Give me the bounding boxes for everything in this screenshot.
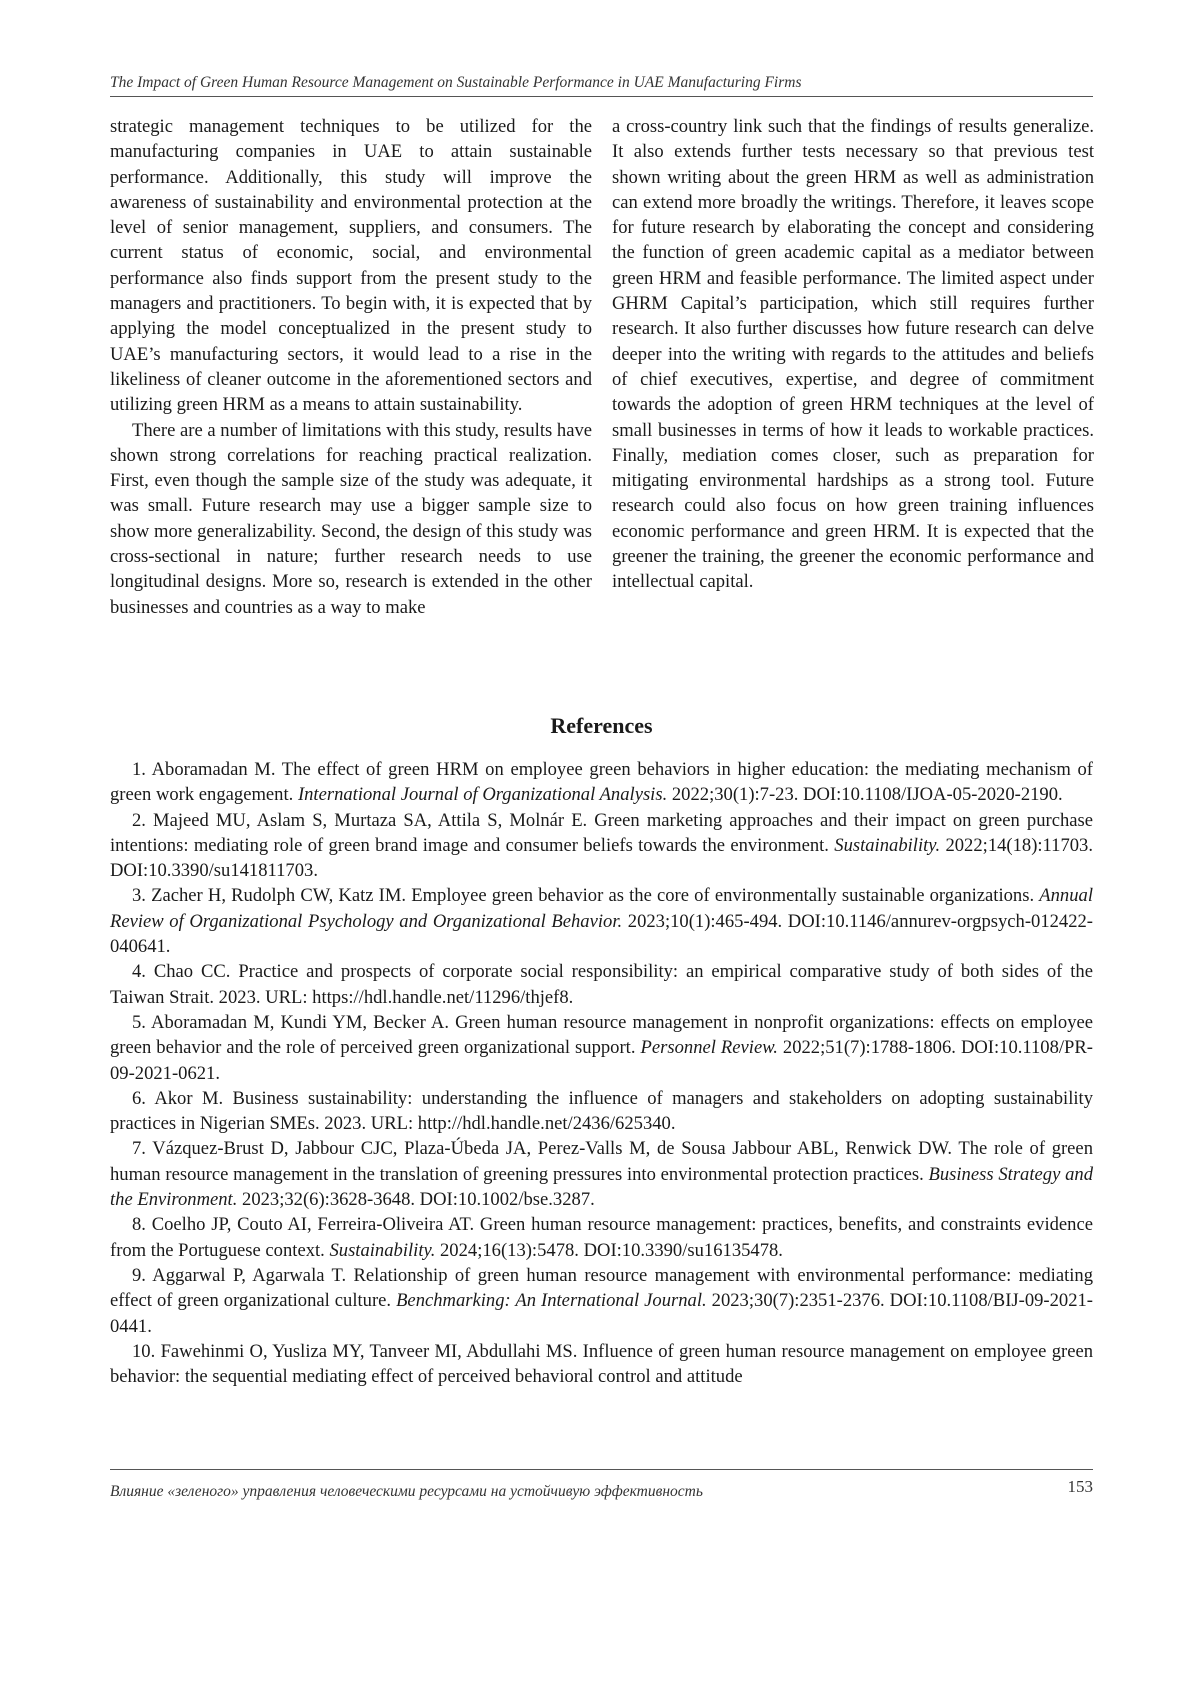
- reference-details: 2022;51(7):1788-1806. DOI:10.1108/PR-09-2021-0621.: [110, 1037, 1093, 1084]
- reference-item: [110, 1136, 1093, 1212]
- reference-item: [110, 1339, 1093, 1390]
- reference-item: [110, 808, 1093, 884]
- reference-item: [110, 757, 1093, 808]
- reference-text: 7. Vázquez-Brust D, Jabbour CJC, Plaza-Úbeda JA, Perez-Valls M, de Sousa Jabbour ABL, Renwick DW. The role of green human resource management in the translation of greening pressures into environmental protection practices.: [110, 1138, 1093, 1185]
- reference-text: 10. Fawehinmi O, Yusliza MY, Tanveer MI, Abdullahi MS. Influence of green human resource management on employee green behavior: the sequential mediating effect of perceived behavioral control and attitude: [110, 1340, 1093, 1388]
- reference-journal: Benchmarking: An International Journal.: [396, 1290, 707, 1312]
- reference-journal: Sustainability.: [834, 834, 941, 856]
- reference-text: 6. Akor M. Business sustainability: understanding the influence of managers and stakeholders on adopting sustainability practices in Nigerian SMEs. 2023. URL: http://hdl.handle.net/2436/625340.: [110, 1087, 1093, 1135]
- reference-item: [110, 1263, 1093, 1339]
- reference-details: 2023;10(1):465-494. DOI:10.1146/annurev-orgpsych-012422-040641.: [110, 910, 1093, 958]
- left-column: [110, 114, 592, 620]
- reference-item: [110, 883, 1093, 959]
- paragraph: strategic management techniques to be utilized for the manufacturing companies in UAE to attain sustainable performance. Additionally, this study will improve the awareness of sustainability and environmental protection at the level of senior management, suppliers, and consumers. The current status of economic, social, and environmental performance also finds support from the present study to the managers and practitioners. To begin with, it is expected that by applying the model conceptualized in the present study to UAE’s manufacturing sectors, it would lead to a rise in the likeliness of cleaner outcome in the aforementioned sectors and utilizing green HRM as a means to attain sustainability.: [110, 116, 592, 416]
- header-rule: [110, 96, 1093, 97]
- running-header: The Impact of Green Human Resource Management on Sustainable Performance in UAE Manufacturing Firms: [110, 74, 802, 91]
- paragraph: There are a number of limitations with this study, results have shown strong correlations for reaching practical realization. First, even though the sample size of the study was adequate, it was small. Future research may use a bigger sample size to show more generalizability. Second, the design of this study was cross-sectional in nature; further research needs to use longitudinal designs. More so, research is extended in the other businesses and countries as a way to make: [110, 419, 592, 618]
- reference-text: 8. Coelho JP, Couto AI, Ferreira-Oliveira AT. Green human resource management: practices, benefits, and constraints evidence from the Portuguese context.: [110, 1214, 1093, 1261]
- reference-item: [110, 1010, 1093, 1086]
- footer-rule: [110, 1469, 1093, 1470]
- reference-item: [110, 1212, 1093, 1263]
- references-heading: References: [550, 713, 653, 738]
- reference-text: 2. Majeed MU, Aslam S, Murtaza SA, Attila S, Molnár E. Green marketing approaches and their impact on green purchase intentions: mediating role of green brand image and consumer beliefs towards the environment.: [110, 809, 1093, 856]
- running-footer: Влияние «зеленого» управления человеческими ресурсами на устойчивую эффективность: [110, 1483, 703, 1500]
- reference-text: 1. Aboramadan M. The effect of green HRM on employee green behaviors in higher education: the mediating mechanism of green work engagement.: [110, 759, 1093, 806]
- reference-journal: Annual Review of Organizational Psychology and Organizational Behavior.: [110, 885, 1093, 932]
- reference-text: 3. Zacher H, Rudolph CW, Katz IM. Employee green behavior as the core of environmentally sustainable organizations.: [132, 885, 1040, 907]
- reference-journal: Personnel Review.: [640, 1037, 778, 1059]
- paragraph: a cross-country link such that the findings of results generalize. It also extends further tests necessary so that previous test shown writing about the green HRM as well as administration can extend more broadly the writings. Therefore, it leaves scope for future research by elaborating the concept and considering the function of green academic capital as a mediator between green HRM and feasible performance. The limited aspect under GHRM Capital’s participation, which still requires further research. It also further discusses how future research can delve deeper into the writing with regards to the attitudes and beliefs of chief executives, expertise, and degree of commitment towards the adoption of green HRM techniques at the level of small businesses in terms of how it leads to workable practices. Finally, mediation comes closer, such as preparation for mitigating environmental hardships as a strong tool. Future research could also focus on how green training influences economic performance and green HRM. It is expected that the greener the training, the greener the economic performance and intellectual capital.: [612, 116, 1094, 593]
- references-list: [110, 757, 1093, 1389]
- reference-details: 2022;14(18):11703. DOI:10.3390/su141811703.: [110, 834, 1093, 882]
- reference-details: 2024;16(13):5478. DOI:10.3390/su16135478.: [435, 1239, 783, 1261]
- reference-details: 2022;30(1):7-23. DOI:10.1108/IJOA-05-2020-2190.: [667, 784, 1063, 806]
- reference-text: 5. Aboramadan M, Kundi YM, Becker A. Green human resource management in nonprofit organizations: effects on employee green behavior and the role of perceived green organizational support.: [110, 1011, 1093, 1059]
- right-column: [612, 114, 1094, 595]
- reference-text: 9. Aggarwal P, Agarwala T. Relationship of green human resource management with environmental performance: mediating effect of green organizational culture.: [110, 1264, 1093, 1312]
- reference-item: [110, 1086, 1093, 1137]
- reference-journal: Sustainability.: [329, 1239, 436, 1261]
- reference-journal: Business Strategy and the Environment.: [110, 1163, 1093, 1211]
- reference-item: [110, 959, 1093, 1010]
- reference-details: 2023;30(7):2351-2376. DOI:10.1108/BIJ-09-2021-0441.: [110, 1290, 1093, 1337]
- page-number: 153: [1067, 1477, 1093, 1496]
- reference-details: 2023;32(6):3628-3648. DOI:10.1002/bse.3287.: [237, 1189, 595, 1211]
- reference-journal: International Journal of Organizational Analysis.: [297, 784, 668, 806]
- reference-text: 4. Chao CC. Practice and prospects of corporate social responsibility: an empirical comparative study of both sides of the Taiwan Strait. 2023. URL: https://hdl.handle.net/11296/thjef8.: [110, 961, 1093, 1008]
